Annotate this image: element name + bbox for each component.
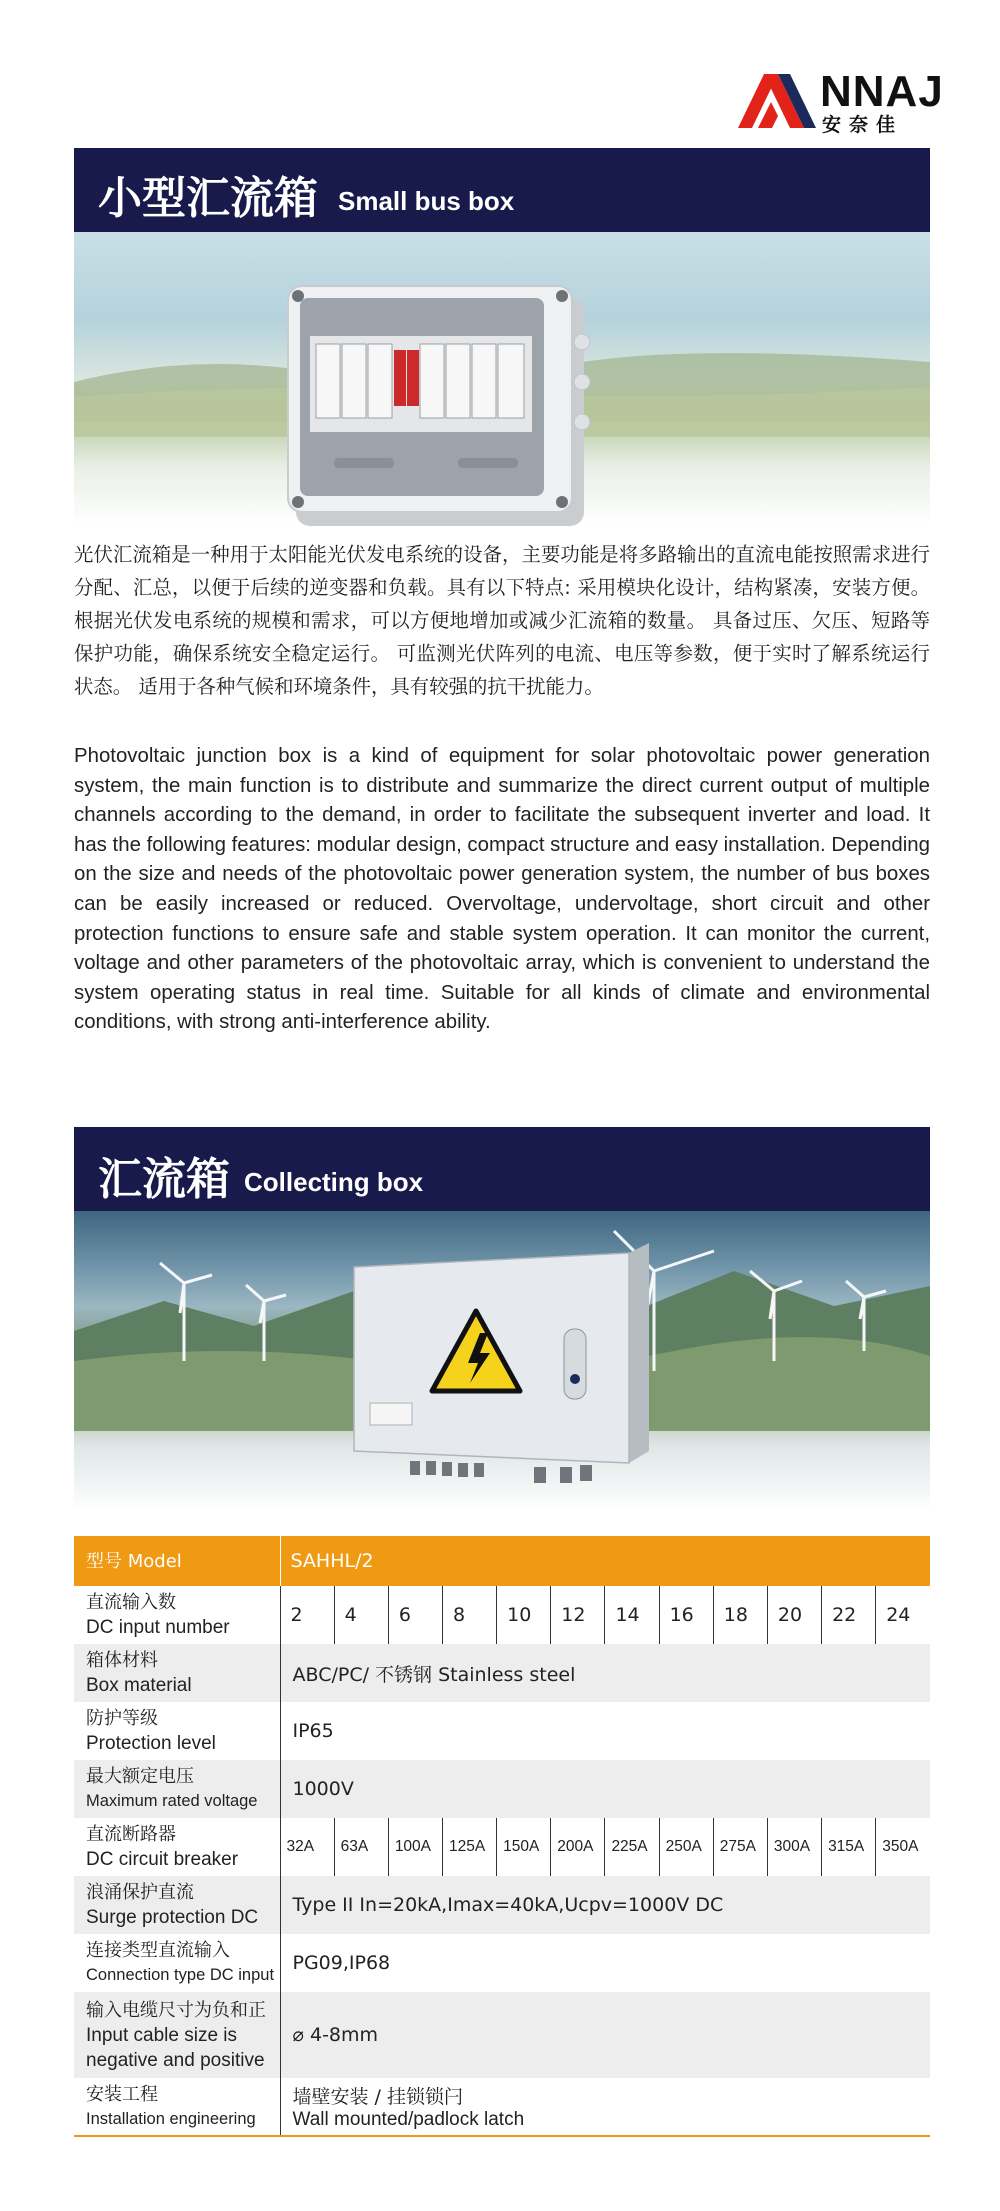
table-row bbox=[74, 1536, 930, 1586]
breaker-cell: 125A bbox=[442, 1818, 496, 1876]
table-row bbox=[74, 1702, 930, 1760]
spec-value-voltage: 1000V bbox=[280, 1760, 930, 1818]
spec-value-connection: PG09,IP68 bbox=[292, 1952, 391, 1974]
breaker-cell: 275A bbox=[713, 1818, 767, 1876]
spec-label-material: 箱体材料 Box material bbox=[74, 1644, 280, 1702]
breaker-cell: 315A bbox=[822, 1818, 876, 1876]
breaker-cell: 350A bbox=[876, 1818, 930, 1876]
dc-input-cell: 16 bbox=[659, 1586, 713, 1644]
spec-label-dc-input: 直流输入数 DC input number bbox=[74, 1586, 280, 1644]
breaker-cell: 225A bbox=[605, 1818, 659, 1876]
brand-logo bbox=[738, 67, 944, 136]
dc-input-cell: 20 bbox=[767, 1586, 821, 1644]
spec-label-install: 安装工程 Installation engineering bbox=[74, 2078, 280, 2136]
breaker-cell: 200A bbox=[551, 1818, 605, 1876]
spec-label-voltage: 最大额定电压 Maximum rated voltage bbox=[74, 1760, 280, 1818]
section-title-en: Collecting box bbox=[244, 1167, 424, 1197]
spec-table bbox=[74, 1536, 930, 2137]
spec-label-surge: 浪涌保护直流 Surge protection DC bbox=[74, 1876, 280, 1934]
section-title-cn: 汇流箱 bbox=[98, 1154, 230, 1205]
collecting-box-illustration bbox=[74, 1211, 930, 1511]
spec-value-install: 墙壁安装 / 挂锁锁闩 Wall mounted/padlock latch bbox=[280, 2078, 930, 2136]
table-row bbox=[74, 1818, 930, 1876]
breaker-cell: 250A bbox=[659, 1818, 713, 1876]
spec-label-connection: 连接类型直流输入 Connection type DC input bbox=[74, 1934, 280, 1992]
dc-input-cell: 6 bbox=[388, 1586, 442, 1644]
table-row bbox=[74, 1760, 930, 1818]
small-bus-box-photo bbox=[74, 232, 930, 526]
section-title-en: Small bus box bbox=[338, 186, 515, 216]
spec-label-breaker: 直流断路器 DC circuit breaker bbox=[74, 1818, 280, 1876]
breaker-cell: 300A bbox=[767, 1818, 821, 1876]
dc-input-cell: 2 bbox=[290, 1604, 303, 1626]
dc-input-cell: 14 bbox=[605, 1586, 659, 1644]
table-row bbox=[74, 1644, 930, 1702]
logo-text-latin: NNAJ bbox=[820, 67, 944, 116]
section-title-small-bus-box bbox=[74, 148, 930, 232]
spec-label-cable: 输入电缆尺寸为负和正 Input cable size is negative and positive bbox=[74, 1992, 280, 2078]
small-bus-box-illustration bbox=[74, 232, 930, 526]
table-row bbox=[74, 1586, 930, 1644]
dc-input-cell: 18 bbox=[713, 1586, 767, 1644]
section-title-collecting-box bbox=[74, 1127, 930, 1211]
breaker-cell: 100A bbox=[388, 1818, 442, 1876]
spec-value-model: SAHHL/2 bbox=[280, 1536, 930, 1586]
spec-value-material: ABC/PC/ 不锈钢 Stainless steel bbox=[280, 1644, 930, 1702]
spec-value-cable: ⌀ 4-8mm bbox=[280, 1992, 930, 2078]
breaker-cell: 63A bbox=[334, 1818, 388, 1876]
dc-input-cell: 12 bbox=[551, 1586, 605, 1644]
spec-value-surge: Type II In=20kA,Imax=40kA,Ucpv=1000V DC bbox=[280, 1876, 930, 1934]
dc-input-cell: 24 bbox=[876, 1586, 930, 1644]
table-row bbox=[74, 1876, 930, 1934]
dc-input-cell: 4 bbox=[334, 1586, 388, 1644]
table-row bbox=[74, 2078, 930, 2136]
logo-mark-icon bbox=[738, 74, 818, 128]
section-title-cn: 小型汇流箱 bbox=[98, 173, 318, 224]
spec-label-protection: 防护等级 Protection level bbox=[74, 1702, 280, 1760]
collecting-box-photo bbox=[74, 1211, 930, 1511]
spec-value-protection: IP65 bbox=[292, 1720, 334, 1742]
dc-input-cell: 10 bbox=[497, 1586, 551, 1644]
spec-label-model: 型号 Model bbox=[74, 1536, 280, 1586]
description-en: Photovoltaic junction box is a kind of equipment for solar photovoltaic power generation system, the main function is to distribute and summarize the direct current output of multiple channels according to the demand, in order to facilitate the subsequent inverter and load. It has the following features: modular design, compact structure and easy installation. Depending on the size and needs of the photovoltaic power generation system, the number of bus boxes can be easily increased or reduced. Overvoltage, undervoltage, short circuit and other protection functions to ensure safe and stable system operation. It can monitor the current, voltage and other parameters of the photovoltaic array, which is convenient to understand the system operating status in real time. Suitable for all kinds of climate and environmental conditions, with strong anti-interference ability. bbox=[74, 745, 930, 1034]
breaker-cell: 150A bbox=[497, 1818, 551, 1876]
description-cn: 光伏汇流箱是一种用于太阳能光伏发电系统的设备，主要功能是将多路输出的直流电能按照需求进行分配、汇总，以便于后续的逆变器和负载。具有以下特点: 采用模块化设计，结构紧凑，安装方便。 根据光伏发电系统的规模和需求，可以方便地增加或减少汇流箱的数量。 具备过压、欠压、短路等保护功能，确保系统安全稳定运行。 可监测光伏阵列的电流、电压等参数，便于实时了解系统运行状态。 适用于各种气候和环境条件，具有较强的抗干扰能力。 bbox=[74, 543, 930, 698]
breaker-cell: 32A bbox=[286, 1838, 315, 1855]
dc-input-cell: 22 bbox=[822, 1586, 876, 1644]
table-row bbox=[74, 1934, 930, 1992]
table-row bbox=[74, 1992, 930, 2078]
dc-input-cell: 8 bbox=[442, 1586, 496, 1644]
logo-text-cn: 安奈佳 bbox=[822, 114, 904, 136]
